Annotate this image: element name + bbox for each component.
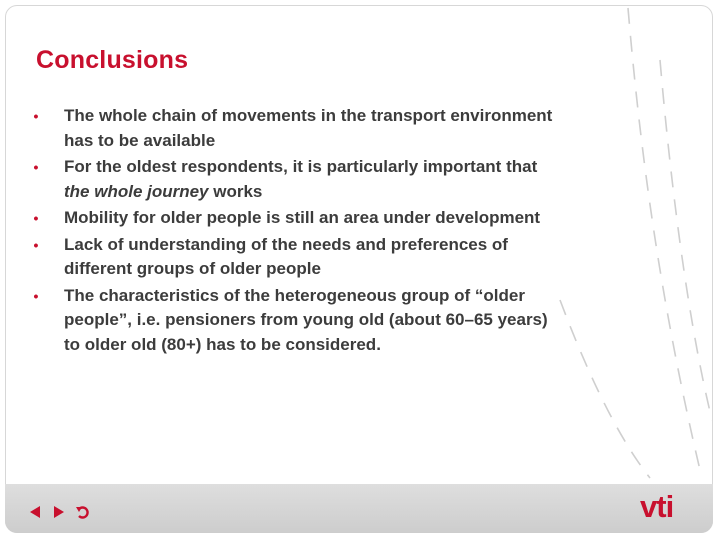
bullet-text: Lack of understanding of the needs and preferences of different groups of older people (64, 234, 508, 278)
bullet-item (28, 233, 558, 282)
return-icon[interactable] (74, 505, 92, 519)
bullet-marker: • (33, 210, 39, 226)
bullet-item (28, 284, 558, 358)
bullet-text: The characteristics of the heterogeneous group of “older people”, i.e. pensioners from young old (about 60–65 years) to older old (80+) has to be considered. (64, 285, 548, 354)
vti-logo: vti (640, 489, 674, 524)
next-arrow-icon[interactable] (50, 505, 68, 519)
bullet-emphasis: the whole journey (64, 181, 209, 201)
footer-bar (5, 484, 713, 533)
bullet-text: Mobility for older people is still an area under development (64, 208, 541, 227)
bullet-marker: • (33, 108, 39, 124)
bullet-text: For the oldest respondents, it is particularly important that (64, 157, 538, 176)
slide-title: Conclusions (36, 46, 189, 74)
bullet-text: The whole chain of movements in the transport environment has to be available (64, 106, 553, 150)
bullet-marker: • (33, 287, 39, 304)
bullet-list (28, 104, 558, 359)
bullet-marker: • (33, 236, 39, 253)
prev-arrow-icon[interactable] (26, 505, 44, 519)
bullet-item (28, 155, 558, 204)
bullet-item (28, 104, 558, 153)
slide-navigation (26, 505, 92, 519)
bullet-item (28, 206, 558, 231)
bullet-text: works (208, 181, 263, 201)
bullet-marker: • (33, 159, 39, 175)
